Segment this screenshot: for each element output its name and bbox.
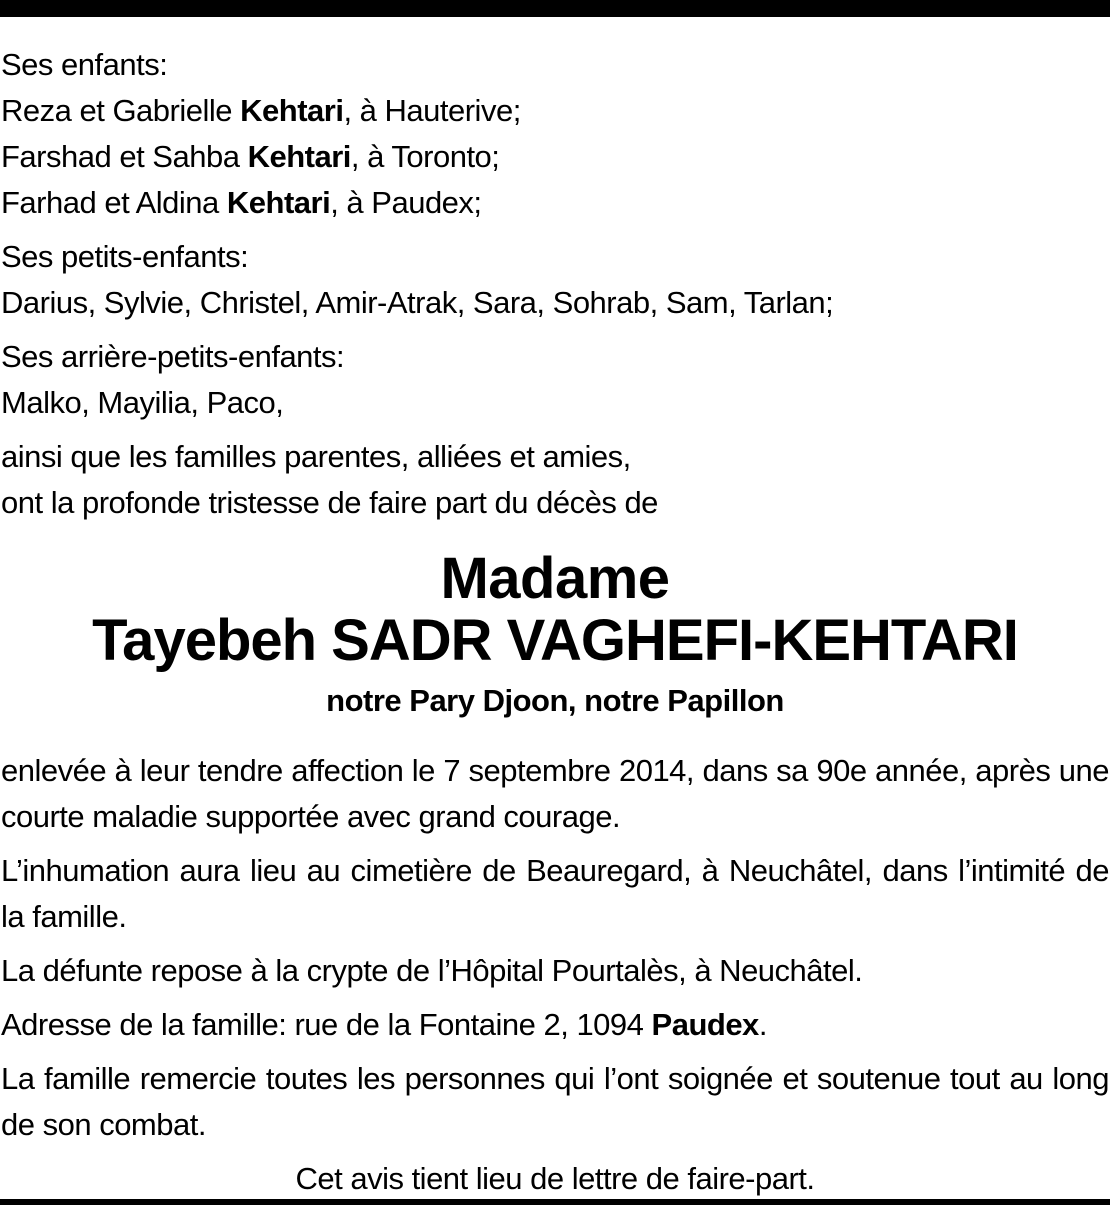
family-name: Kehtari — [240, 93, 344, 128]
obituary-notice — [1, 42, 1109, 1202]
deceased-name-block — [1, 548, 1109, 726]
child-line — [1, 88, 1109, 134]
great-grandchildren-heading: Ses arrière-petits-enfants: — [1, 339, 345, 374]
thanks-paragraph: La famille remercie toutes les personnes qui l’ont soignée et soutenue tout au long de son combat. — [1, 1061, 1109, 1142]
address-text: Adresse de la famille: rue de la Fontaine 2, 1094 — [1, 1007, 652, 1042]
child-names: Reza et Gabrielle — [1, 93, 241, 128]
bottom-border-rule — [0, 1199, 1110, 1205]
announcement-line: ainsi que les familles parentes, alliées et amies, — [1, 439, 631, 474]
child-location: , à Hauterive; — [343, 93, 521, 128]
grandchildren-names: Darius, Sylvie, Christel, Amir-Atrak, Sara, Sohrab, Sam, Tarlan; — [1, 285, 834, 320]
top-border-rule — [0, 0, 1110, 17]
children-section — [1, 42, 1109, 226]
address-end: . — [758, 1007, 767, 1042]
grandchildren-section — [1, 234, 1109, 326]
rest-paragraph: La défunte repose à la crypte de l’Hôpital Pourtalès, à Neuchâtel. — [1, 953, 863, 988]
child-location: , à Toronto; — [350, 139, 500, 174]
child-line — [1, 180, 1109, 226]
announcement-section — [1, 434, 1109, 526]
children-heading: Ses enfants: — [1, 47, 168, 82]
family-name: Kehtari — [247, 139, 351, 174]
deceased-title: Madame — [440, 546, 670, 611]
burial-paragraph: L’inhumation aura lieu au cimetière de Beauregard, à Neuchâtel, dans l’intimité de la famille. — [1, 853, 1109, 934]
child-location: , à Paudex; — [330, 185, 482, 220]
grandchildren-heading: Ses petits-enfants: — [1, 239, 249, 274]
address-paragraph — [1, 1002, 1109, 1048]
announcement-line: ont la profonde tristesse de faire part du décès de — [1, 485, 658, 520]
child-names: Farshad et Sahba — [1, 139, 248, 174]
death-paragraph: enlevée à leur tendre affection le 7 septembre 2014, dans sa 90e année, après une courte maladie supportée avec grand courage. — [1, 753, 1109, 834]
child-names: Farhad et Aldina — [1, 185, 227, 220]
deceased-nickname: notre Pary Djoon, notre Papillon — [326, 683, 784, 718]
family-name: Kehtari — [226, 185, 331, 220]
child-line — [1, 134, 1109, 180]
address-town: Paudex — [651, 1007, 759, 1042]
great-grandchildren-names: Malko, Mayilia, Paco, — [1, 385, 284, 420]
deceased-name: Tayebeh SADR VAGHEFI-KEHTARI — [92, 608, 1018, 673]
closing-line: Cet avis tient lieu de lettre de faire-part. — [295, 1161, 815, 1196]
great-grandchildren-section — [1, 334, 1109, 426]
